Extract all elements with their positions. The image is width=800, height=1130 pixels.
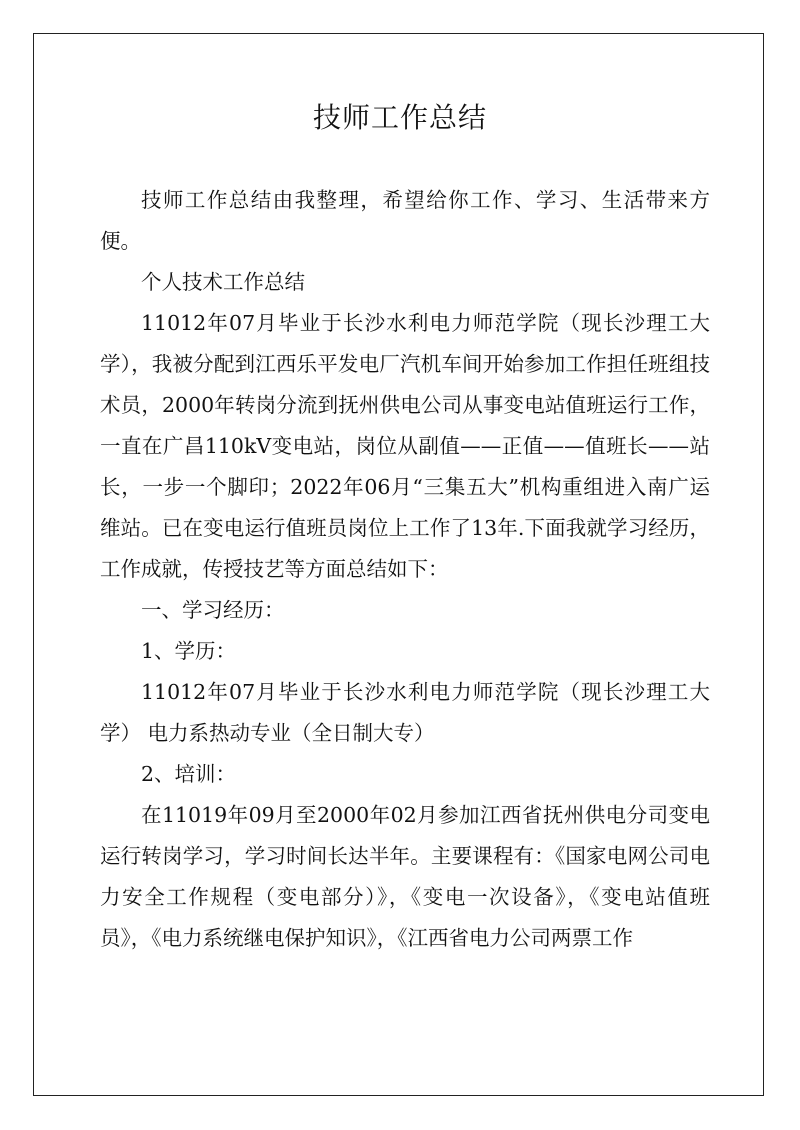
intro-paragraph: 技师工作总结由我整理，希望给你工作、学习、生活带来方便。 bbox=[100, 188, 710, 253]
section-heading-personal-summary: 个人技术工作总结 bbox=[141, 270, 305, 294]
subheading-education: 1、学历： bbox=[141, 639, 237, 663]
document-title: 技师工作总结 bbox=[312, 101, 487, 134]
education-paragraph: 11012年07月毕业于长沙水利电力师范学院（现长沙理工大学） 电力系热动专业（全日制大专） bbox=[100, 680, 710, 745]
document-body bbox=[100, 180, 710, 959]
subheading-training: 2、培训： bbox=[141, 762, 237, 786]
section-heading-learning: 一、学习经历： bbox=[141, 598, 285, 622]
career-paragraph: 11012年07月毕业于长沙水利电力师范学院（现长沙理工大学），我被分配到江西乐平发电厂汽机车间开始参加工作担任班组技术员，2000年转岗分流到抚州供电公司从事变电站值班运行工作，一直在广昌110kV变电站，岗位从副值——正值——值班长——站长，一步一个脚印；2022年06月“三集五大”机构重组进入南广运维站。已在变电运行值班员岗位上工作了13年.下面我就学习经历，工作成就，传授技艺等方面总结如下： bbox=[100, 311, 710, 581]
training-paragraph: 在11019年09月至2000年02月参加江西省抚州供电分司变电运行转岗学习，学习时间长达半年。主要课程有：《国家电网公司电力安全工作规程（变电部分）》，《变电一次设备》，《变电站值班员》，《电力系统继电保护知识》，《江西省电力公司两票工作 bbox=[100, 803, 710, 950]
